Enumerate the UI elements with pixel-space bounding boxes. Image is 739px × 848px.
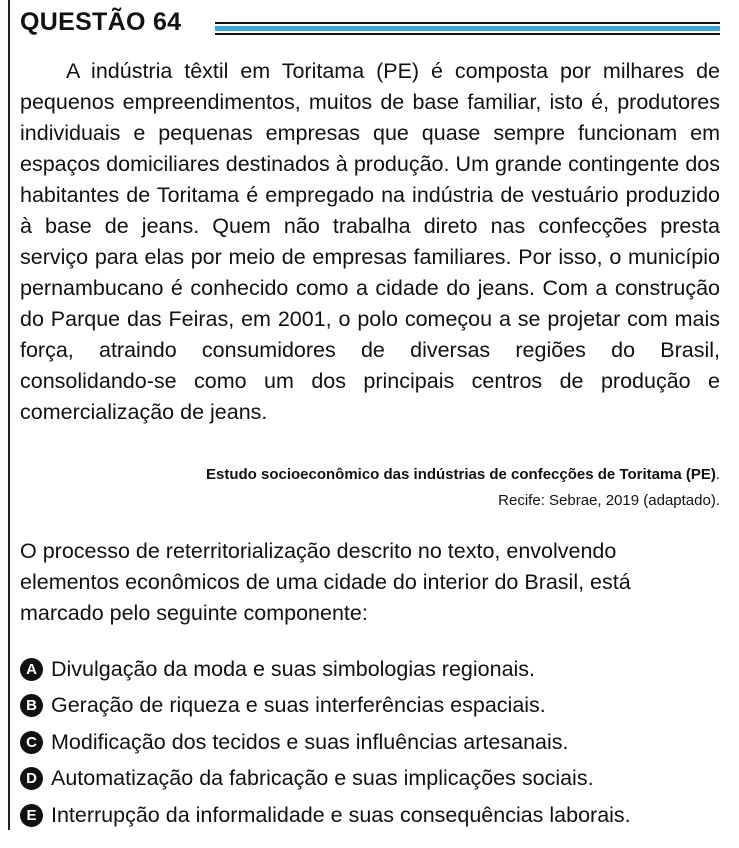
option-d[interactable] (20, 761, 730, 798)
option-c-letter-icon: C (20, 731, 43, 754)
question-paragraph: A indústria têxtil em Toritama (PE) é composta por milhares de pequenos empreendimentos, muitos de base familiar, isto é, produtores individuais e pequenas empresas que quase sempre funcionam em espaços domiciliares destinados à produção. Um grande contingente dos habitantes de Toritama é empregado na indústria de vestuário produzido à base de jeans. Quem não trabalha direto nas confecções presta serviço para elas por meio de empresas familiares. Por isso, o município pernambucano é conhecido como a cidade do jeans. Com a construção do Parque das Feiras, em 2001, o polo começou a se projetar com mais força, atraindo consumidores de diversas regiões do Brasil, consolidando-se como um dos principais centros de produção e comercialização de jeans. (20, 59, 720, 424)
header-decorative-bar (215, 22, 720, 35)
option-d-text: Automatização da fabricação e suas implicações sociais. (51, 766, 594, 791)
source-citation (20, 462, 720, 514)
left-margin-rule (8, 0, 10, 830)
source-title: Estudo socioeconômico das indústrias de confecções de Toritama (PE) (205, 466, 716, 483)
answer-options (20, 651, 730, 834)
question-stem: O processo de reterritorialização descrito no texto, envolvendo elementos econômicos de uma cidade do interior do Brasil, está marcado pelo seguinte componente: (20, 539, 631, 625)
question-title: QUESTÃO 64 (20, 8, 182, 36)
option-a[interactable] (20, 651, 730, 688)
source-detail: Recife: Sebrae, 2019 (adaptado). (498, 492, 720, 509)
option-c[interactable] (20, 724, 730, 761)
option-b[interactable] (20, 688, 730, 725)
option-b-text: Geração de riqueza e suas interferências espaciais. (51, 693, 546, 718)
option-a-text: Divulgação da moda e suas simbologias regionais. (51, 656, 536, 681)
option-a-letter-icon: A (20, 658, 43, 681)
option-c-text: Modificação dos tecidos e suas influências artesanais. (51, 729, 569, 754)
option-b-letter-icon: B (20, 694, 43, 717)
option-e-text: Interrupção da informalidade e suas consequências laborais. (51, 802, 631, 827)
question-header (20, 6, 730, 46)
option-e-letter-icon: E (20, 804, 43, 827)
option-d-letter-icon: D (20, 767, 43, 790)
source-title-end: . (715, 466, 720, 483)
option-e[interactable] (20, 797, 730, 834)
